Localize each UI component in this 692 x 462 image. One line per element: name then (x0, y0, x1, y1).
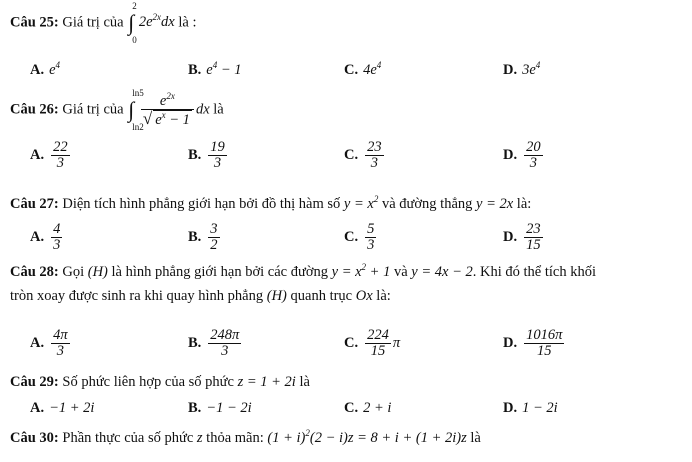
q26-tail: là (213, 101, 224, 118)
q28-curve: $y = x^2 + 1$ (331, 262, 391, 280)
answer-option-q26-d (503, 140, 545, 171)
q30-equation: $(1 + i)^2(2 - i)z = 8 + i + (1 + 2i)z$ (267, 428, 467, 446)
option-label: D. (503, 400, 518, 416)
option-fraction: $\frac{20}{3}$ (526, 139, 541, 172)
answer-option-q28-a (30, 328, 72, 359)
option-value: −1 + 2i (49, 400, 95, 416)
answer-option-q29-c (344, 400, 391, 417)
option-label: A. (30, 61, 45, 78)
option-label: D. (503, 229, 518, 246)
option-label: A. (30, 400, 45, 416)
answer-option-q26-b (188, 140, 229, 171)
answer-option-q27-c (344, 222, 378, 253)
answer-option-q28-c: C. $\frac{224}{15}$ π (344, 327, 401, 360)
option-fraction: $\frac{4}{3}$ (53, 221, 61, 254)
integral-sign: ∫ ln5 ln2 (128, 88, 144, 133)
option-label: B. (188, 400, 202, 416)
q25-label: Câu 25: (10, 14, 59, 31)
q30-label: Câu 30: (10, 429, 59, 446)
q27-text: Diện tích hình phẳng giới hạn bởi đồ thị hàm số (62, 195, 341, 212)
option-label: C. (344, 400, 359, 416)
answer-option-q27-b (188, 222, 222, 253)
option-value: 2 + i (363, 400, 392, 416)
option-value: $3e^4$ (522, 60, 541, 78)
option-fraction: $\frac{4\pi}{3}$ (53, 327, 68, 360)
answer-option-q25-b (188, 60, 242, 79)
option-fraction: $\frac{224}{15}$ (367, 327, 389, 360)
option-fraction: $\frac{23}{15}$ (526, 221, 541, 254)
answer-option-q25-a (30, 60, 60, 79)
q28-label: Câu 28: (10, 263, 59, 280)
q28-line: y = 4x − 2 (411, 263, 473, 280)
option-label: A. (30, 147, 45, 164)
option-label: C. (344, 229, 359, 246)
option-value: $4e^4$ (363, 60, 382, 78)
q26-text: Giá trị của (62, 101, 124, 118)
option-label: A. (30, 229, 45, 246)
answer-option-q25-c (344, 60, 381, 79)
option-fraction: $\frac{23}{3}$ (367, 139, 382, 172)
question-29-stem: Câu 29: Số phức liên hợp của số phức z = 1 + 2i là (10, 374, 310, 390)
option-fraction: $\frac{5}{3}$ (367, 221, 375, 254)
question-28-stem-line1: Câu 28: Gọi (H) là hình phẳng giới hạn bởi các đường $y = x^2 + 1$ và y = 4x − 2. Khi đó thể tích khối (10, 262, 596, 280)
answer-option-q29-a (30, 400, 94, 417)
answer-option-q28-d (503, 328, 566, 359)
answer-option-q27-a (30, 222, 64, 253)
q29-label: Câu 29: (10, 374, 59, 390)
q25-text: Giá trị của (62, 14, 124, 31)
option-label: B. (188, 229, 202, 246)
answer-option-q26-c (344, 140, 386, 171)
q27-label: Câu 27: (10, 195, 59, 212)
option-label: C. (344, 335, 359, 352)
option-value: −1 − 2i (206, 400, 252, 416)
option-label: B. (188, 335, 202, 352)
option-label: D. (503, 147, 518, 164)
option-fraction: $\frac{3}{2}$ (210, 221, 218, 254)
option-value: 1 − 2i (522, 400, 558, 416)
q26-label: Câu 26: (10, 101, 59, 118)
answer-option-q29-b (188, 400, 252, 417)
question-26-stem: Câu 26: Giá trị của ∫ ln5 ln2 $\frac{e^{2x}}{√ e^x - 1}$ dx là (10, 88, 224, 133)
option-fraction: $\frac{19}{3}$ (210, 139, 225, 172)
q26-integrand-fraction: $\frac{e^{2x}}{√ e^x - 1}$ (141, 92, 194, 128)
option-fraction: $\frac{1016\pi}{15}$ (526, 327, 563, 360)
answer-option-q25-d (503, 60, 540, 79)
option-label: B. (188, 147, 202, 164)
answer-option-q29-d (503, 400, 558, 417)
option-label: B. (188, 61, 202, 78)
q25-integrand: $2e^{2x}dx$ (138, 12, 175, 31)
option-label: C. (344, 147, 359, 164)
option-value: $e^4$ (49, 60, 61, 78)
option-fraction: $\frac{248\pi}{3}$ (210, 327, 240, 360)
option-label: C. (344, 61, 359, 78)
answer-option-q28-b (188, 328, 243, 359)
q27-function: $y = x^2$ (343, 194, 379, 212)
question-30-stem: Câu 30: Phần thực của số phức z thỏa mãn: $(1 + i)^2(2 - i)z = 8 + i + (1 + 2i)z$ là (10, 428, 481, 446)
q27-line: y = 2x (476, 195, 514, 212)
integral-sign: ∫ 2 0 (128, 1, 137, 45)
option-label: D. (503, 61, 518, 78)
option-label: D. (503, 335, 518, 352)
answer-option-q26-a (30, 140, 72, 171)
question-27-stem: Câu 27: Diện tích hình phẳng giới hạn bởi đồ thị hàm số $y = x^2$ và đường thẳng y = 2x là: (10, 194, 532, 212)
answer-option-q27-d (503, 222, 545, 253)
option-fraction: $\frac{22}{3}$ (53, 139, 68, 172)
question-28-stem-line2: tròn xoay được sinh ra khi quay hình phẳng (H) quanh trục Ox là: (10, 288, 391, 304)
q29-expression: z = 1 + 2i (237, 374, 296, 390)
q25-tail: là : (178, 14, 197, 31)
question-25-stem (10, 1, 197, 45)
option-value: $e^4 - 1$ (206, 60, 242, 78)
option-label: A. (30, 335, 45, 352)
